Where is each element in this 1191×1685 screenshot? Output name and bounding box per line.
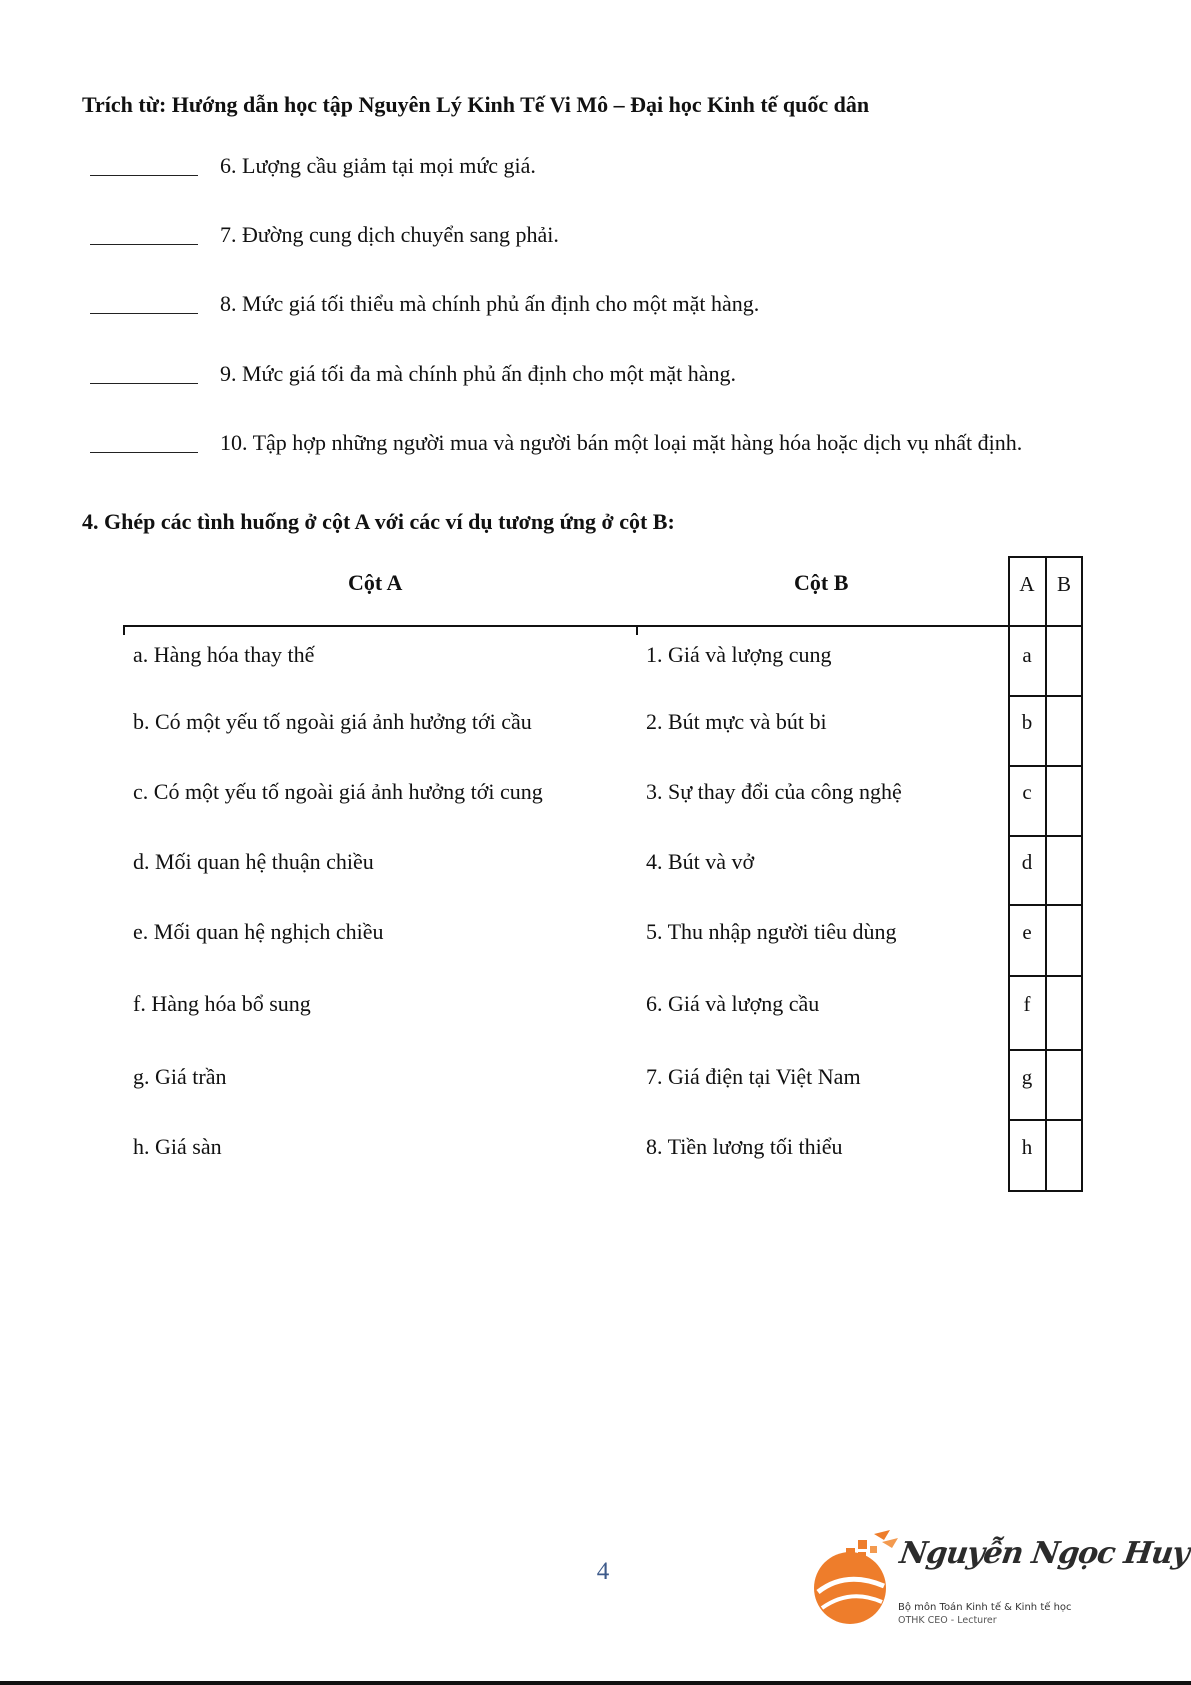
matching-title: 4. Ghép các tình huống ở cột A với các ví dụ tương ứng ở cột B: [82,509,675,534]
grid-letter: a [1022,643,1032,667]
column-b-item: 3. Sự thay đổi của công nghệ [646,779,902,804]
answer-blank[interactable] [90,452,198,453]
grid-bottom-border [1008,1190,1083,1192]
grid-letter: f [1023,992,1031,1016]
answer-blank[interactable] [90,175,198,176]
logo-name: Nguyễn Ngọc Huy [897,1536,1191,1571]
grid-row-line [1008,975,1083,977]
fill-in-text: 7. Đường cung dịch chuyển sang phải. [220,222,559,247]
grid-letter: b [1021,710,1033,734]
column-a-item: g. Giá trần [133,1064,227,1089]
grid-letter: c [1022,780,1032,804]
column-b-item: 7. Giá điện tại Việt Nam [646,1064,861,1089]
grid-letter: h [1021,1135,1033,1159]
column-b-item: 6. Giá và lượng cầu [646,991,820,1016]
logo-role: OTHK CEO - Lecturer [898,1615,997,1626]
fill-in-text: 9. Mức giá tối đa mà chính phủ ấn định cho một mặt hàng. [220,361,736,386]
grid-header-b: B [1056,572,1071,596]
column-tick [123,625,125,635]
grid-row-line [1008,835,1083,837]
fill-in-text: 6. Lượng cầu giảm tại mọi mức giá. [220,153,536,178]
column-b-item: 1. Giá và lượng cung [646,642,832,667]
answer-blank[interactable] [90,383,198,384]
column-a-item: c. Có một yếu tố ngoài giá ảnh hưởng tới cung [133,779,543,804]
column-a-item: d. Mối quan hệ thuận chiều [133,849,374,874]
grid-letter: e [1022,920,1032,944]
grid-header-a: A [1019,572,1035,596]
column-a-item: f. Hàng hóa bổ sung [133,991,311,1016]
column-b-item: 2. Bút mực và bút bi [646,709,827,734]
column-a-item: b. Có một yếu tố ngoài giá ảnh hưởng tới cầu [133,709,532,734]
answer-blank[interactable] [90,244,198,245]
column-b-header: Cột B [794,570,849,595]
column-b-item: 8. Tiền lương tối thiểu [646,1134,843,1159]
grid-letter: g [1021,1065,1033,1089]
grid-row-line [1008,695,1083,697]
grid-row-line [1008,1119,1083,1121]
grid-row-line [1008,765,1083,767]
column-b-item: 5. Thu nhập người tiêu dùng [646,919,897,944]
fill-in-text: 8. Mức giá tối thiểu mà chính phủ ấn định cho một mặt hàng. [220,291,760,316]
column-a-header: Cột A [348,570,403,595]
column-b-item: 4. Bút và vở [646,849,755,874]
column-a-item: e. Mối quan hệ nghịch chiều [133,919,384,944]
fill-in-text: 10. Tập hợp những người mua và người bán một loại mặt hàng hóa hoặc dịch vụ nhất định. [220,430,1023,455]
column-tick [636,625,638,635]
logo-subtitle: Bộ môn Toán Kinh tế & Kinh tế học [898,1602,1072,1613]
page-bottom-border [0,1681,1191,1685]
grid-letter: d [1021,850,1033,874]
grid-row-line [1008,625,1083,627]
column-a-item: a. Hàng hóa thay thế [133,642,315,667]
grid-row-line [1008,904,1083,906]
author-logo [812,1530,1191,1630]
source-heading: Trích từ: Hướng dẫn học tập Nguyên Lý Kinh Tế Vi Mô – Đại học Kinh tế quốc dân [82,92,870,117]
grid-row-line [1008,1049,1083,1051]
page-number: 4 [596,1558,610,1585]
header-divider [123,625,1009,627]
column-a-item: h. Giá sàn [133,1134,222,1159]
grid-right-border [1081,556,1083,1192]
grid-middle-border [1045,556,1047,1192]
answer-blank[interactable] [90,313,198,314]
logo-emblem-icon [812,1530,902,1630]
